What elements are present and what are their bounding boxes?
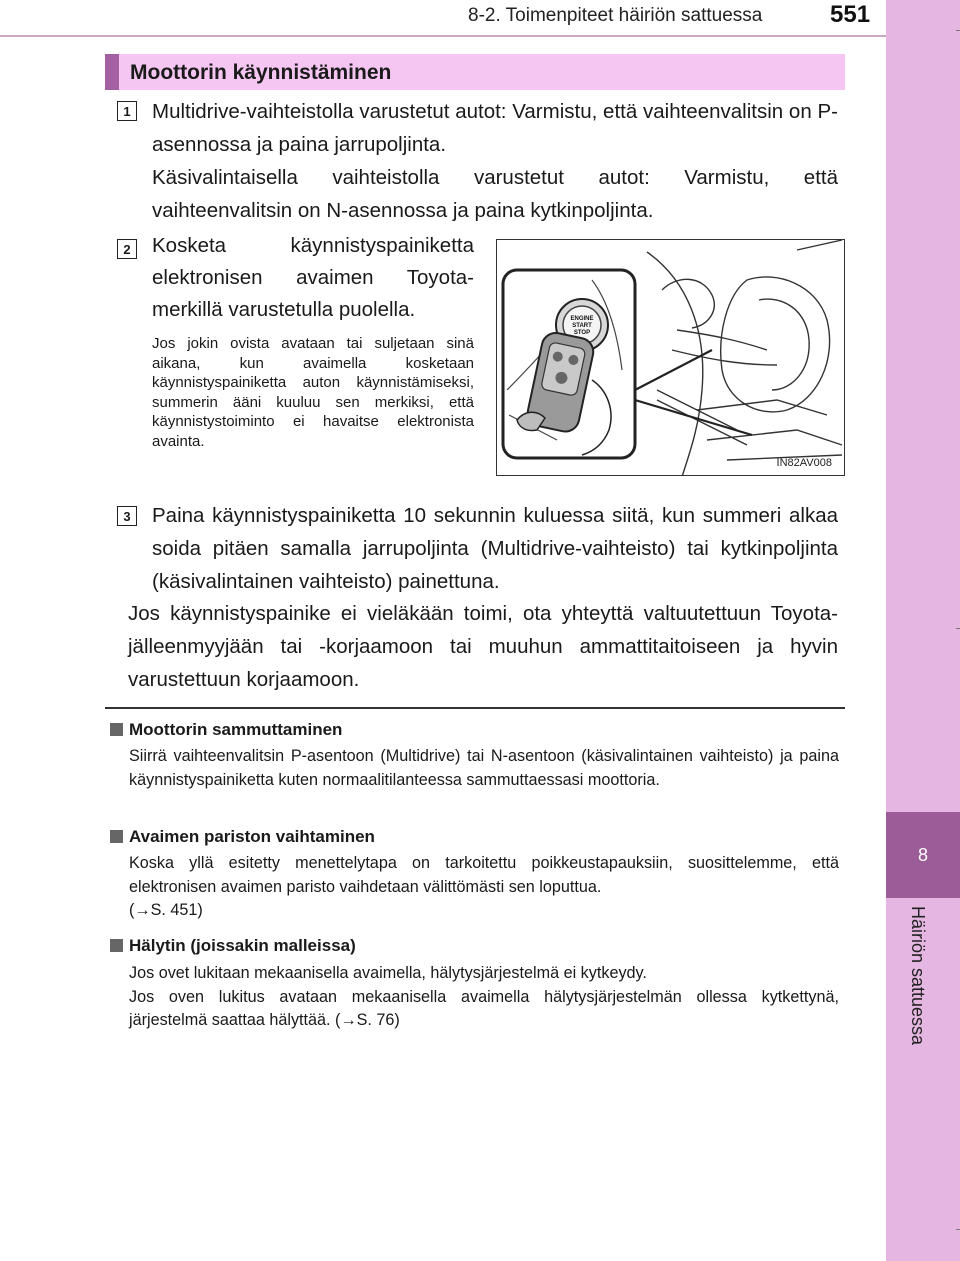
note-heading-battery <box>110 827 375 847</box>
note-text: Jos ovet lukitaan mekaanisella avaimella, hälytysjärjestelmä ei kytkeydy. <box>129 964 647 982</box>
chapter-title: Häiriön sattuessa <box>908 906 928 1046</box>
step-number-2: 2 <box>117 239 137 259</box>
closing-paragraph: Jos käynnistyspainike ei vieläkään toimi, ota yhteyttä valtuutettuun Toyota-jälleenmyyjään tai -korjaamoon tai muuhun ammattitaitoiseen ja hyvin varustettuun korjaamoon. <box>128 602 838 691</box>
step-2-text: Kosketa käynnistyspainiketta elektronisen avaimen Toyota-merkillä varustetulla puolella. <box>152 234 474 321</box>
margin-tick <box>956 30 960 31</box>
step-1-manual-text: Käsivalintaisella vaihteistolla varustetut autot: Varmistu, että vaihteenvalitsin on N-asennossa ja paina kytkinpoljinta. <box>152 166 838 222</box>
page-reference: (→S. 451) <box>129 901 203 919</box>
note-heading-engine-stop <box>110 720 342 740</box>
section-title-bar <box>105 54 845 90</box>
bullet-square-icon <box>110 939 123 952</box>
header-title: 8-2. Toimenpiteet häiriön sattuessa <box>468 5 763 26</box>
note-text: Koska yllä esitetty menettelytapa on tarkoitettu poikkeustapauksiin, suosittelemme, että elektronisen avaimen paristo vaihdetaan välittömästi sen loputtua. <box>129 854 839 896</box>
bullet-square-icon <box>110 723 123 736</box>
svg-text:STOP: STOP <box>573 330 591 336</box>
bullet-square-icon <box>110 830 123 843</box>
section-title: Moottorin käynnistäminen <box>130 61 392 84</box>
note-body-battery <box>129 852 839 923</box>
chapter-number: 8 <box>917 844 928 865</box>
key-touch-diagram <box>497 240 845 476</box>
note-heading-alarm <box>110 936 356 956</box>
margin-tick <box>956 1229 960 1230</box>
svg-text:ENGINE: ENGINE <box>570 316 594 322</box>
step-2-note: Jos jokin ovista avataan tai suljetaan sinä aikana, kun avaimella kosketaan käynnistyspainiketta auton käynnistämiseksi, summerin ääni kuuluu sen merkiksi, että käynnistystoiminto ei havaitse elektronista avainta. <box>152 335 474 450</box>
note-title: Avaimen pariston vaihtaminen <box>129 827 375 846</box>
note-title: Hälytin (joissakin malleissa) <box>129 936 356 955</box>
step-number-1: 1 <box>117 101 137 121</box>
chapter-number-box <box>886 812 960 898</box>
page-number: 551 <box>830 1 871 28</box>
start-button-illustration <box>496 239 845 476</box>
margin-tick <box>956 628 960 629</box>
section-accent <box>105 54 119 90</box>
note-text-2: Jos oven lukitus avataan mekaanisella avaimella hälytysjärjestelmän ollessa kytkettynä, järjestelmä saattaa hälyttää. (→S. 76) <box>129 987 839 1029</box>
step-3-text: Paina käynnistyspainiketta 10 sekunnin kuluessa siitä, kun summeri alkaa soida pitäen samalla jarrupoljinta (Multidrive-vaihteisto) tai kytkinpoljinta (käsivalintainen vaihteisto) painettuna. <box>152 504 838 593</box>
step-number-3: 3 <box>117 506 137 526</box>
note-body-alarm <box>129 962 839 1033</box>
note-title: Moottorin sammuttaminen <box>129 720 343 739</box>
figure-code: IN82AV008 <box>776 457 832 469</box>
note-body-engine-stop: Siirrä vaihteenvalitsin P-asentoon (Multidrive) tai N-asentoon (käsivalintainen vaihteisto) ja paina käynnistyspainiketta kuten normaalitilanteessa sammuttaessasi moottoria. <box>129 747 839 789</box>
header-rule <box>0 35 886 37</box>
step-1-text: Multidrive-vaihteistolla varustetut autot: Varmistu, että vaihteenvalitsin on P-asennossa ja paina jarrupoljinta. <box>152 100 838 156</box>
svg-text:START: START <box>572 323 592 329</box>
chapter-side-tab <box>886 0 960 1261</box>
section-divider <box>105 707 845 709</box>
